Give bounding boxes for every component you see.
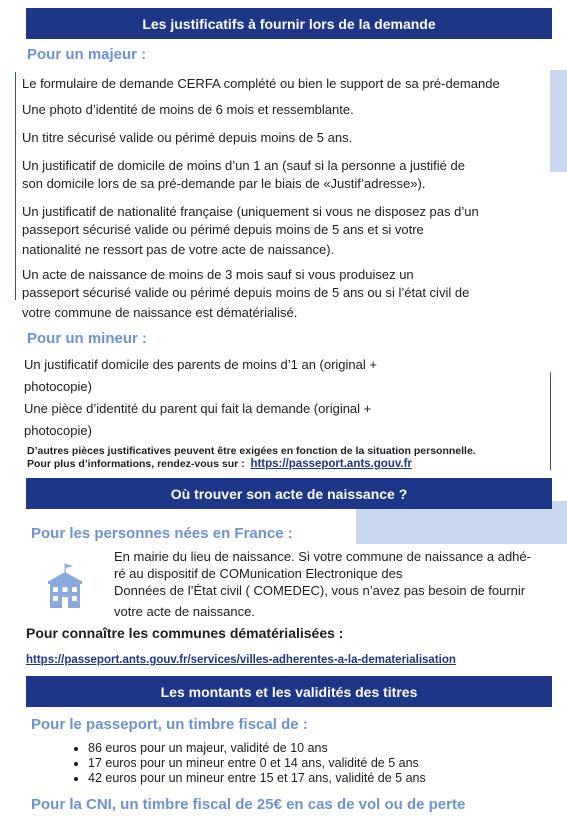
decorative-bar-right bbox=[550, 70, 567, 172]
majeur-item-domicile: Un justificatif de domicile de moins d’un 1 an (sauf si la personne a justifié de son domicile lors de sa pré-demande par le biais de «Justif’adresse»). bbox=[22, 158, 465, 191]
mineur-item-domicile: Un justificatif domicile des parents de moins d’1 an (original + photocopie) bbox=[24, 357, 377, 394]
heading-passeport: Pour le passeport, un timbre fiscal de : bbox=[31, 716, 308, 733]
section-banner-acte-naissance: Où trouver son acte de naissance ? bbox=[26, 478, 552, 509]
list-item: • 86 euros pour un majeur, validité de 10 ans bbox=[88, 741, 426, 756]
passport-fee-list bbox=[74, 741, 426, 786]
majeur-item-photo: Une photo d’identité de moins de 6 mois et ressemblante. bbox=[22, 102, 354, 117]
section-banner-montants: Les montants et les validités des titres bbox=[26, 676, 552, 707]
list-item: • 42 euros pour un mineur entre 15 et 17 ans, validité de 5 ans bbox=[88, 771, 426, 786]
heading-nees-en-france: Pour les personnes nées en France : bbox=[31, 525, 293, 542]
note-text: D’autres pièces justificatives peuvent être exigées en fonction de la situation personnelle. Pour plus d’informations, rendez-vous sur : https://passeport.ants.gouv.fr bbox=[27, 445, 476, 470]
passport-site-link[interactable]: https://passeport.ants.gouv.fr bbox=[250, 458, 412, 470]
communes-link[interactable]: https://passeport.ants.gouv.fr/services/villes-adherentes-a-la-dematerialisation bbox=[26, 654, 456, 666]
divider-left bbox=[15, 72, 16, 300]
heading-cni: Pour la CNI, un timbre fiscal de 25€ en cas de vol ou de perte bbox=[31, 796, 466, 813]
list-item: • 17 euros pour un mineur entre 0 et 14 ans, validité de 5 ans bbox=[88, 756, 426, 771]
heading-majeur: Pour un majeur : bbox=[27, 46, 147, 63]
acte-naissance-paragraph: En mairie du lieu de naissance. Si votre commune de naissance a adhé- ré au dispositif de COMunication Electronique des Données de l’État civil ( COMEDEC), vous n’avez pas besoin de fournir votre acte de naissance. bbox=[114, 549, 531, 619]
majeur-item-titre: Un titre sécurisé valide ou périmé depuis moins de 5 ans. bbox=[22, 130, 353, 145]
mineur-item-identite: Une pièce d’identité du parent qui fait la demande (original + photocopie) bbox=[24, 401, 372, 438]
heading-mineur: Pour un mineur : bbox=[27, 330, 147, 347]
communes-heading: Pour connaître les communes dématérialisées : bbox=[26, 625, 344, 641]
majeur-item-nationalite: Un justificatif de nationalité française (uniquement si vous ne disposez pas d’un passeport sécurisé valide ou périmé depuis moins de 5 ans et si votre nationalité ne ressort pas de votre acte de naissance). bbox=[22, 204, 479, 257]
majeur-item-acte: Un acte de naissance de moins de 3 mois sauf si vous produisez un passeport sécurisé valide ou périmé depuis moins de 5 ans ou si l’état civil de votre commune de naissance est dématérialisé. bbox=[22, 267, 470, 320]
section-banner-justificatifs: Les justificatifs à fournir lors de la demande bbox=[26, 8, 552, 39]
divider-right bbox=[550, 372, 551, 470]
town-hall-icon bbox=[45, 563, 85, 609]
majeur-item-cerfa: Le formulaire de demande CERFA complété ou bien le support de sa pré-demande bbox=[22, 76, 500, 91]
